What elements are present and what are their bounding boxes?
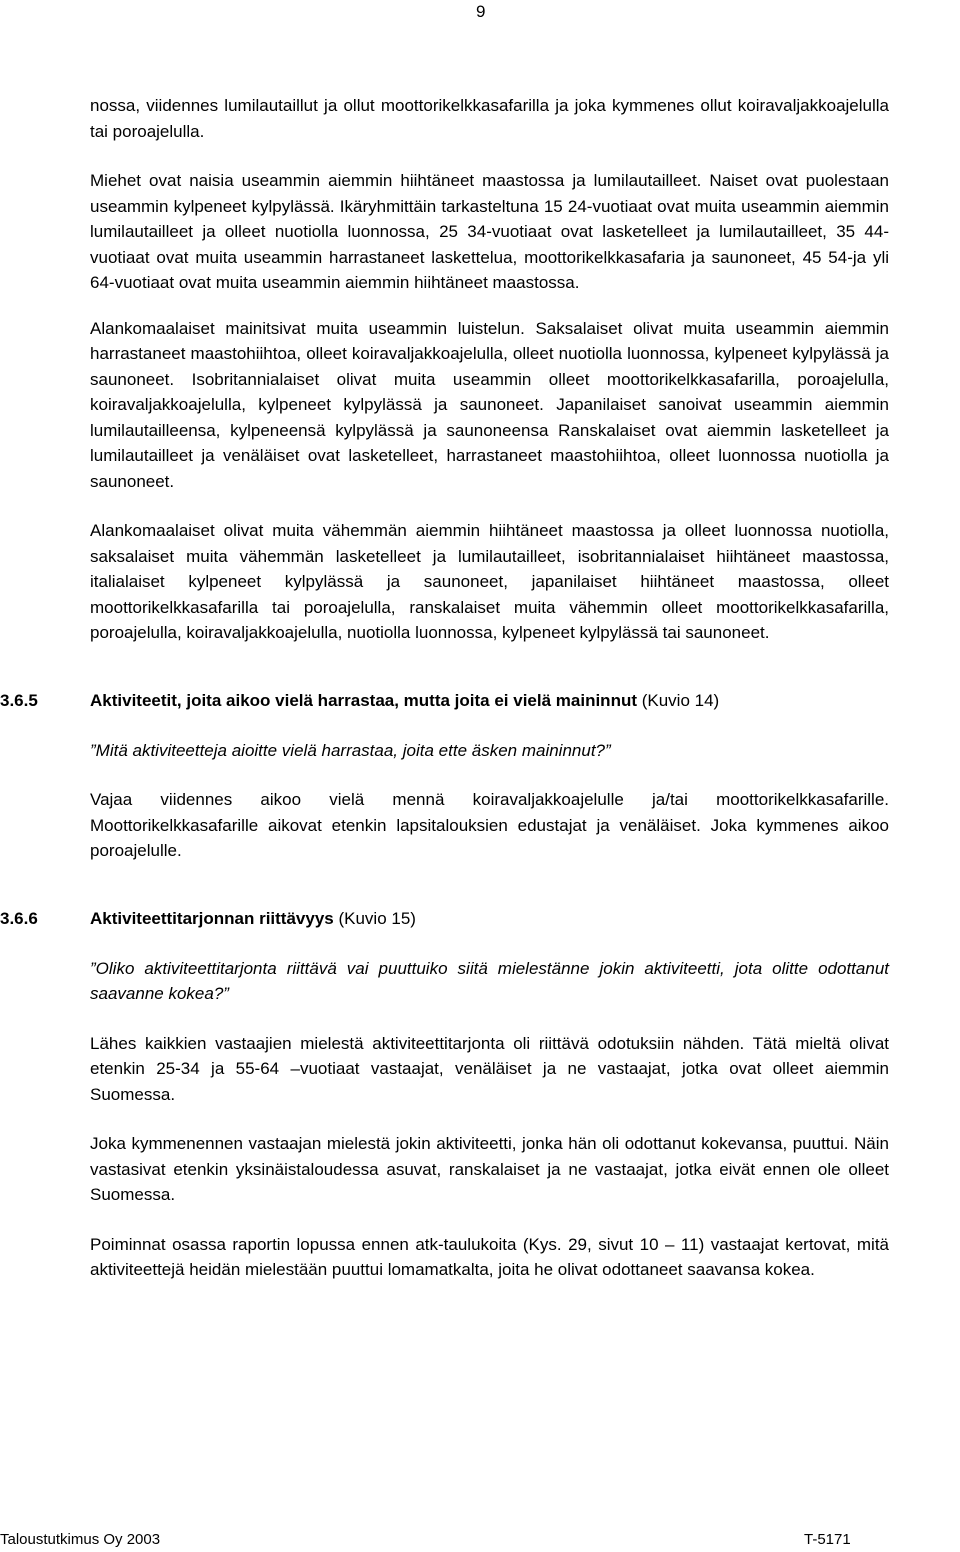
paragraph-plans: Vajaa viidennes aikoo vielä mennä koiravaljakkoajelulle ja/tai moottorikelkkasafarille. Moottorikelkkasafarille aikovat etenkin lapsitalouksien edustajat ja venäläiset. Joka kymmenes aikoo poroajelulle. — [90, 790, 889, 860]
footer-company: Taloustutkimus Oy 2003 — [0, 1531, 161, 1548]
section-number: 3.6.5 — [0, 690, 38, 710]
page-number: 9 — [476, 2, 486, 21]
section-title: Aktiviteetit, joita aikoo vielä harrastaa, mutta joita ei vielä maininnut — [90, 690, 637, 710]
survey-question: ”Mitä aktiviteetteja aioitte vielä harrastaa, joita ette äsken maininnut?” — [90, 740, 611, 760]
section-heading-366 — [0, 906, 889, 932]
section-figure-ref: (Kuvio 14) — [637, 690, 720, 710]
survey-question: ”Oliko aktiviteettitarjonta riittävä vai puuttuiko siitä mielestänne jokin aktiviteetti, jota olitte odottanut saavanne kokea?” — [90, 958, 889, 1003]
section-number: 3.6.6 — [0, 908, 38, 928]
paragraph-selections: Poiminnat osassa raportin lopussa ennen atk-taulukoita (Kys. 29, sivut 10 – 11) vastaajat kertovat, mitä aktiviteettejä heidän mielestään puuttui lomamatkalta, joita he olivat odottaneet saavansa kokea. — [90, 1234, 889, 1279]
section-title: Aktiviteettitarjonnan riittävyys — [90, 908, 334, 928]
paragraph-nationalities-more: Alankomaalaiset mainitsivat muita useammin luistelun. Saksalaiset olivat muita useammin aiemmin harrastaneet maastohiihtoa, olleet koiravaljakkoajelulla, olleet nuotiolla luonnossa, kylpeneet kylpylässä ja saunoneet. Isobritannialaiset olivat muita useammin olleet moottorikelkkasafarilla, poroajelulla, koiravaljakkoajelulla, kylpeneet kylpylässä ja saunoneet. Japanilaiset sanoivat useammin aiemmin lumilautailleensa, kylpeneensä kylpylässä ja saunoneensa Ranskalaiset ovat aiemmin lasketelleet ja lumilautailleet ja venäläiset ovat lasketelleet, harrastaneet maastohiihtoa, olleet luonnossa nuotiolla ja saunoneet. — [90, 318, 889, 491]
footer-report-code: T-5171 — [804, 1531, 851, 1548]
section-heading-365 — [0, 688, 889, 714]
paragraph-sufficiency: Lähes kaikkien vastaajien mielestä aktiviteettitarjonta oli riittävä odotuksiin nähden. Tätä mieltä olivat etenkin 25-34 ja 55-64 –vuotiaat vastaajat, venäläiset ja ne vastaajat, jotka ovat olleet aiemmin Suomessa. — [90, 1033, 889, 1104]
paragraph-missing: Joka kymmenennen vastaajan mielestä jokin aktiviteetti, jonka hän oli odottanut kokevansa, puuttui. Näin vastasivat etenkin yksinäistaloudessa asuvat, ranskalaiset ja ne vastaajat, jotka eivät ennen ole olleet Suomessa. — [90, 1134, 889, 1204]
section-figure-ref: (Kuvio 15) — [333, 908, 416, 928]
page-content — [0, 93, 889, 1283]
paragraph-continuation: nossa, viidennes lumilautaillut ja ollut moottorikelkkasafarilla ja joka kymmenes ollut koiravaljakkoajelulla tai poroajelulla. — [90, 96, 889, 141]
paragraph-nationalities-less: Alankomaalaiset olivat muita vähemmän aiemmin hiihtäneet maastossa ja olleet luonnossa nuotiolla, saksalaiset muita vähemmän lasketelleet ja lumilautailleet, isobritannialaiset hiihtäneet maastossa, italialaiset kylpeneet kylpylässä ja saunoneet, japanilaiset hiihtäneet maastossa, olleet moottorikelkkasafarilla tai poroajelulla, ranskalaiset muita vähemmin olleet moottorikelkkasafarilla, poroajelulla, koiravaljakkoajelulla, nuotiolla luonnossa, kylpeneet kylpylässä tai saunoneet. — [90, 521, 889, 642]
paragraph-gender-age: Miehet ovat naisia useammin aiemmin hiihtäneet maastossa ja lumilautailleet. Naiset ovat puolestaan useammin kylpeneet kylpylässä. Ikäryhmittäin tarkasteltuna 15 24-vuotiaat ovat muita useammin aiemmin lumilautailleet ja olleet nuotiolla luonnossa, 25 34-vuotiaat ovat lasketelleet ja lumilautailleet, 35 44-vuotiaat ovat muita useammin harrastaneet laskettelua, moottorikelkkasafaria ja saunoneet, 45 54-ja yli 64-vuotiaat ovat muita useammin aiemmin hiihtäneet maastossa. — [90, 171, 889, 292]
